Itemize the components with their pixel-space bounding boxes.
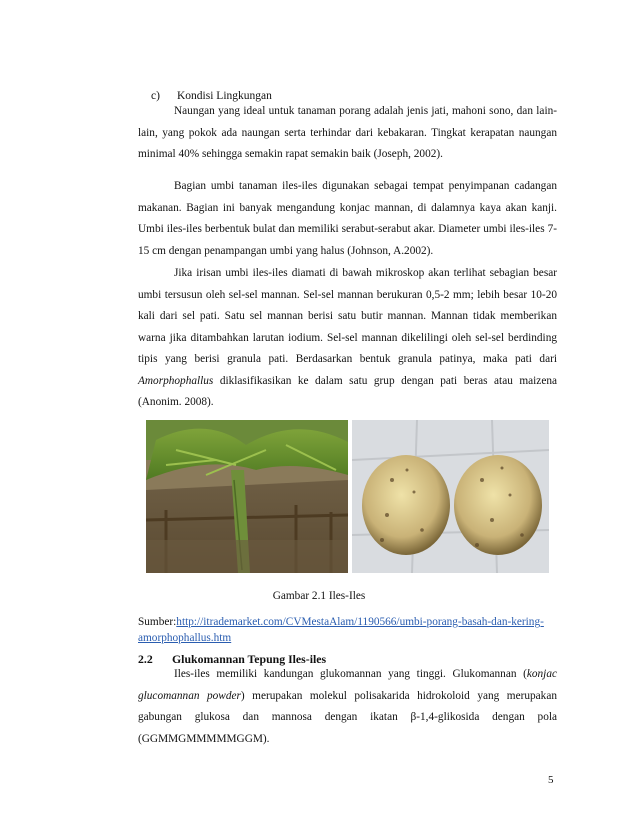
figure-source	[138, 614, 568, 646]
page-number: 5	[548, 774, 554, 786]
genus-name: Amorphophallus	[138, 374, 214, 387]
paragraph-naungan: Naungan yang ideal untuk tanaman porang adalah jenis jati, mahoni sono, dan lain-lain, yang pokok ada naungan serta terhindar dari kebakaran. Tingkat kerapatan naungan minimal 40% sehingga semakin rapat semakin baik (Joseph, 2002).	[138, 105, 557, 160]
paragraph-umbi: Bagian umbi tanaman iles-iles digunakan sebagai tempat penyimpanan cadangan makanan. Bagian ini banyak mengandung konjac mannan, di dalamnya kaya akan kanji. Umbi iles-iles berbentuk bulat dan memiliki serabut-serabut akar. Diameter umbi iles-iles 7-15 cm dengan penampangan umbi yang halus (Johnson, A.2002).	[138, 180, 557, 257]
paragraph-glukomannan: Iles-iles memiliki kandungan glukomannan yang tinggi. Glukomannan (konjac glucomannan powder) merupakan molekul polisakarida hidrokoloid yang merupakan gabungan glukosa dan mannosa dengan ikatan β-1,4-glikosida dengan pola (GGMMGMMMMMGGM).	[138, 668, 557, 745]
photo-plant	[146, 420, 348, 573]
subsection-title: Kondisi Lingkungan	[177, 90, 272, 102]
source-link[interactable]: http://itrademarket.com/CVMestaAlam/1190566/umbi-porang-basah-dan-kering-amorphophallus.htm	[138, 616, 544, 644]
section-title: Glukomannan Tepung Iles-iles	[172, 652, 327, 666]
figure-caption: Gambar 2.1 Iles-Iles	[272, 590, 366, 602]
photo-tubers	[352, 420, 549, 573]
paragraph-mikroskop: Jika irisan umbi iles-iles diamati di bawah mikroskop akan terlihat sebagian besar umbi tersusun oleh sel-sel mannan. Sel-sel mannan berukuran 0,5-2 mm; lebih besar 10-20 kali dari sel pati. Satu sel mannan berisi satu butir mannan. Mannan tidak memberikan warna jika ditambahkan larutan iodium. Sel-sel mannan dikelilingi oleh sel-sel berdinding tipis yang berisi granula pati. Berdasarkan bentuk granula patinya, maka pati dari Amorphophallus diklasifikasikan ke dalam satu grup dengan pati beras atau maizena (Anonim. 2008).	[138, 267, 557, 408]
section-number: 2.2	[138, 652, 153, 666]
source-label: Sumber:	[138, 616, 177, 628]
subsection-marker: c)	[151, 90, 160, 102]
italic-term: konjac glucomannan powder	[138, 668, 557, 702]
